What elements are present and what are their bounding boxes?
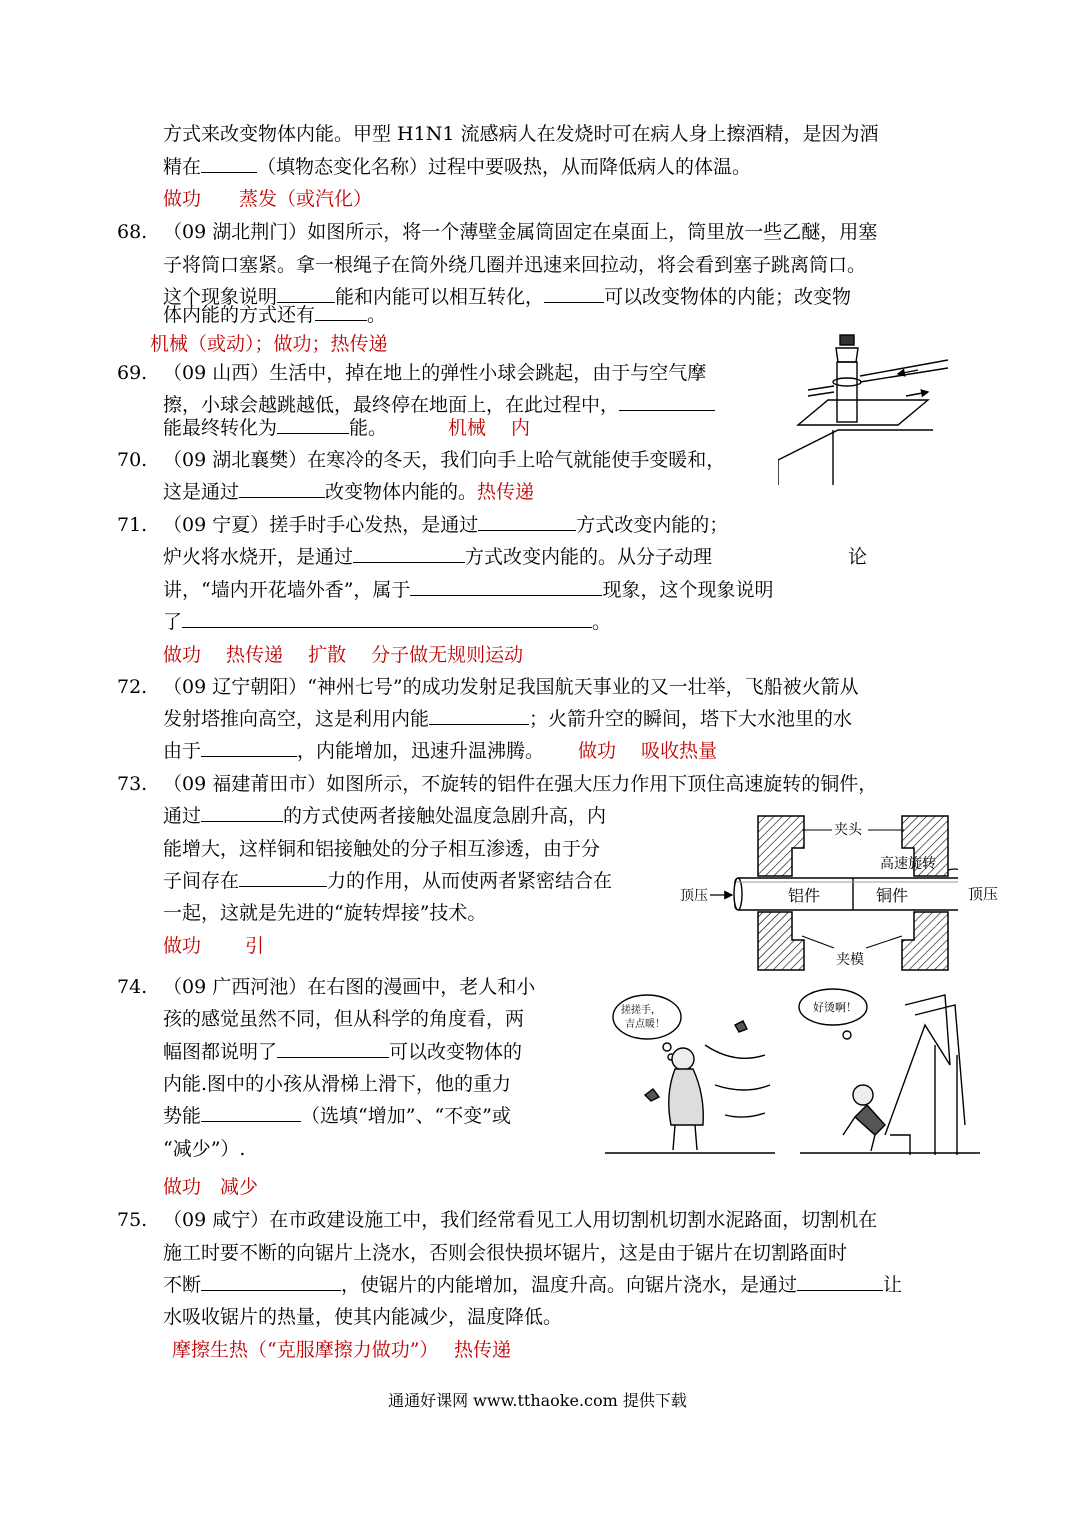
text-line: 施工时要不断的向锯片上浇水，否则会很快损坏锯片，这是由于锯片在切割路面时 (163, 1242, 848, 1264)
text-line: 由于 ，内能增加，迅速升温沸腾。 做功 吸收热量 (163, 740, 718, 762)
text-line: 精在 （填物态变化名称）过程中要吸热，从而降低病人的体温。 (163, 156, 752, 178)
text-line: 一起，这就是先进的“旋转焊接”技术。 (163, 902, 487, 924)
answer-text: 做功 减少 (163, 1176, 259, 1198)
mold-label: 夹模 (836, 952, 864, 968)
question-72: 72. （09 辽宁朝阳）“神州七号”的成功发射足我国航天事业的又一壮举，飞船被火箭从 (117, 676, 859, 698)
answer-text: 做功 热传递 扩散 分子做无规则运动 (163, 644, 524, 666)
question-71: 71. （09 宁夏）搓手时手心发热，是通过 方式改变内能的； (117, 514, 729, 536)
cartoon-figure (605, 985, 980, 1160)
text-line: 了 。 (163, 611, 612, 633)
aluminum-label: 铝件 (788, 886, 821, 905)
page-footer: 通通好课网 www.tthaoke.com 提供下载 (388, 1391, 687, 1410)
copper-label: 铜件 (876, 886, 909, 905)
text-line: 讲，“墙内开花墙外香”，属于 现象，这个现象说明 (163, 579, 774, 601)
answer-text: 做功 蒸发（或汽化） (163, 188, 373, 210)
text-line: 内能.图中的小孩从滑梯上滑下，他的重力 (163, 1073, 512, 1095)
text-line: 炉火将水烧开，是通过 方式改变内能的。从分子动理 论 (163, 546, 868, 568)
text-line: 能最终转化为 能。 (163, 417, 388, 439)
bubble1-line1: 搓搓手， (621, 1005, 661, 1016)
text-line: 通过 的方式使两者接触处温度急剧升高，内 (163, 805, 607, 827)
question-69: 69. （09 山西）生活中，掉在地上的弹性小球会跳起，由于与空气摩 (117, 362, 707, 384)
text-line: 水吸收锯片的热量，使其内能减少，温度降低。 (163, 1306, 563, 1328)
text-line: 方式来改变物体内能。甲型 H1N1 流感病人在发烧时可在病人身上擦酒精，是因为酒 (163, 123, 879, 145)
text-line: 不断 ，使锯片的内能增加，温度升高。向锯片浇水，是通过 让 (163, 1274, 903, 1296)
text-line: 子将筒口塞紧。拿一根绳子在筒外绕几圈并迅速来回拉动，将会看到塞子跳离筒口。 (163, 254, 867, 276)
bubble1-line2: 吉点暖！ (625, 1019, 665, 1030)
rotary-welding-figure (680, 808, 958, 976)
question-70: 70. （09 湖北襄樊）在寒冷的冬天，我们向手上哈气就能使手变暖和， (117, 449, 726, 471)
question-75: 75. （09 咸宁）在市政建设施工中，我们经常看见工人用切割机切割水泥路面，切割机在 (117, 1209, 878, 1231)
question-73: 73. （09 福建莆田市）如图所示，不旋转的铝件在强大压力作用下顶住高速旋转的铜件， (117, 773, 878, 795)
text-line: 发射塔推向高空，这是利用内能 ；火箭升空的瞬间，塔下大水池里的水 (163, 708, 853, 730)
text-line: 孩的感觉虽然不同，但从科学的角度看，两 (163, 1008, 525, 1030)
answer-text: 机械（或动）；做功；热传递 (150, 333, 388, 355)
text-line: 子间存在 力的作用，从而使两者紧密结合在 (163, 870, 613, 892)
answer-text: 摩擦生热（“克服摩擦力做功”） 热传递 (172, 1339, 511, 1361)
text-line: 势能 （选填“增加”、“不变”或 (163, 1105, 511, 1127)
metal-tube-figure (778, 330, 958, 490)
text-line: 幅图都说明了 可以改变物体的 (163, 1041, 523, 1063)
text-line: 能增大，这样铜和铝接触处的分子相互渗透，由于分 (163, 838, 601, 860)
question-74: 74. （09 广西河池）在右图的漫画中，老人和小 (117, 976, 536, 998)
text-line: 这是通过 改变物体内能的。热传递 (163, 481, 535, 503)
text-line: 这个现象说明 能和内能可以相互转化， 可以改变物体的内能；改变物 (163, 286, 852, 308)
answer-text: 机械 内 (448, 417, 531, 439)
text-line: 体内能的方式还有 。 (163, 304, 387, 326)
chuck-label: 夹头 (834, 822, 862, 838)
press-left-label: 顶压 (680, 888, 708, 904)
answer-text: 做功 引 (163, 935, 265, 957)
question-68: 68. （09 湖北荆门）如图所示，将一个薄壁金属筒固定在桌面上，筒里放一些乙醚，用塞 (117, 221, 878, 243)
high-speed-label: 高速旋转 (880, 856, 936, 872)
press-right-label: 顶压 (968, 885, 999, 903)
text-line: 擦，小球会越跳越低，最终停在地面上，在此过程中， (163, 391, 715, 419)
bubble2-text: 好烫啊！ (813, 1001, 857, 1014)
text-line: “减少”）. (163, 1138, 246, 1160)
